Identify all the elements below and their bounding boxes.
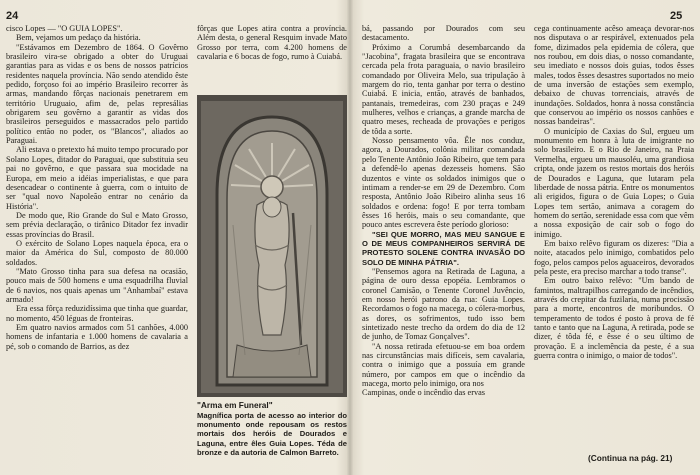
paragraph: O exército de Solano Lopes naquela época, era o maior da América do Sul, composto de 80.000 soldados.	[6, 238, 188, 267]
photo-caption: Magnífica porta de acesso ao interior do monumento onde repousam os restos mortais dos heróis de Dourados e Laguna, entre êles Guia Lopes. Téda de bronze e da autoria de Calmon Barreto.	[197, 411, 347, 457]
paragraph: O município de Caxias do Sul, ergueu um monumento em honra à luta de imigrante no solo brasileiro. E o Rio de Janeiro, na Praia Vermelha, ergueu um mausoléu, uma grandiosa cripta, onde jazem os restos mortais dos heróis de Dourados e Laguna, que lutaram pela liberdade de nossa pátria. Entre os monumentos ali erigidos, figura o de Guia Lopes; o Guia Lopes tem sertão, animava a coragem do homem do sertão, serenidade essa com que vêm a nossa exposição de cair sob o fogo do inimigo.	[534, 126, 694, 239]
monument-door-photo	[197, 95, 347, 397]
continue-note: (Continua na pág. 21)	[588, 453, 673, 463]
left-page-number: 24	[6, 10, 19, 22]
paragraph: cega continuamente acêso ameaça devorar-nos nos disputava o ar respirável, extenuados pela fome, dizimados pela epidemia de cólera, que nos roubou, em dois dias, o nosso comandante, seu imediato e nossos dois guias, todos êsses males, todos êsses desastres suportados no meio de uma inversão de estações sem exemplo, debaixo de chuvas torrenciais, através de inundações. Soldados, honra à nossa constância que conservou ao império os nossos canhões e nossas bandeiras".	[534, 24, 694, 127]
paragraph: De modo que, Rio Grande do Sul e Mato Grosso, sem prévia declaração, o tirânico Ditador fez invadir essas províncias do Brasil.	[6, 210, 188, 239]
paragraph: Ali estava o pretexto há muito tempo procurado por Solano Lopes, ditador do Paraguai, que substituia seu pai no govêrno, e que passara sua mocidade na Europa, em meio a idéias imperialistas, e que para desencadear o continente à guerra, com o intuito de ser "qual novo Napoleão entrar no cenário da História".	[6, 145, 188, 211]
paragraph: Campinas, onde o incêndio das ervas	[362, 388, 486, 398]
left-column-1	[6, 24, 188, 472]
paragraph: Em quatro navios armados com 51 canhões, 4.000 homens de infantaria e 1.000 homens de cavalaria a pé, sob o comando de Barrios, as dez	[6, 323, 188, 351]
paragraph: Em baixo relêvo figuram os dizeres: "Dia a noite, atacados pelo inimigo, combatidos pelo fogo, pelos campos pelos aguaceiros, devorados pela peste, era preciso marchar a todo transe".	[534, 238, 694, 276]
paragraph: bá, passando por Dourados com seu destacamento.	[362, 24, 525, 43]
paragraph: Próximo a Corumbá desembarcando da "Jacobina", fragata brasileira que se encontrava cercada pela frota paraguaia, o navio brasileiro comandado por Oliveira Melo, sua tripulação à margem do rio, tenta ganhar por terra o destino Cuiabá. E inicia, então, através de banhados, pantanais, tremedeiras, com 230 praças e 249 mulheres, velhos e crianças, a grande marcha de quatro meses, recheada de provações e perigos de tôda a sorte.	[362, 42, 525, 136]
paragraph: "Pensemos agora na Retirada de Laguna, a página de ouro dessa epopéia. Lembramos o coronel Camisão, o Tenente Coronel Juvêncio, em nosso herói patrono da rua: Guia Lopes. Recordamos o fogo na macega, o cólera-morbus, as dores, os sofrimentos, tudo isso bem sintetizado neste trecho da ordem do dia de 12 de junho, de Tomaz Gonçalves".	[362, 266, 525, 342]
paragraph: Nosso pensamento vôa. Êle nos conduz, agora, a Dourados, colônia militar comandada pelo Tenente Antônio João Ribeiro, que tem para a defendê-lo apenas dezesseis homens. São duzentos e vinte os soldados inimigos que o intimam a render-se em 29 de Dezembro. Com resposta, Antônio João Ribeiro alinha seus 16 soldados e ordena: fogo! E por terra tombam êsses 16 heróis, mais o seu comandante, que pouco antes escrevera êste período glorioso:	[362, 136, 525, 230]
paragraph: "SEI QUE MORRO, MAS MEU SANGUE E O DE MEUS COMPANHEIROS SERVIRÁ DE PROTESTO SOLENE CONTRA INVASÃO DO SOLO DE MINHA PÁTRIA".	[362, 229, 525, 267]
left-column-2-top	[197, 24, 347, 92]
paragraph: cisco Lopes — "O GUIA LOPES".	[6, 24, 123, 33]
right-page-number: 25	[670, 10, 683, 22]
bronze-door-illustration	[197, 95, 347, 397]
right-column-1	[362, 24, 525, 472]
paragraph: "Mato Grosso tinha para sua defesa na ocasião, pouco mais de 500 homens e uma esquadrilha fluvial de 6 navios, nos quais apenas um "Anhambaí" estava armado!	[6, 266, 188, 304]
paragraph: fôrças que Lopes atira contra a província. Além desta, o general Resquim invade Mato Grosso por terra, com 4.200 homens de cavalaria e 6 bocas de fogo, rumo à Cuiabá.	[197, 24, 347, 62]
paragraph: Em outro baixo relêvo: "Um bando de famintos, maltrapilhos carregando de incêndios, através do crepitar da fuzilaria, numa procissão para a morte, encontros de moribundos. O temperamento de todos é posto à prova de fé tanto e tanto que na Laguna, A retirada, pode se dizer, é tôda fé, e êsse é o seu último de provação. E a inclemência da peste, é a sua guerra contra o inimigo, o maior de todos".	[534, 276, 694, 361]
book-gutter	[347, 0, 353, 475]
paragraph: "A nossa retirada efetuou-se em boa ordem nas circunstâncias mais difíceis, sem cavalaria, contra o inimigo que a possuía em grande número, por campos em que o incêndio da macega, morto pelo inimigo, ora nos	[362, 341, 525, 389]
paragraph: Era essa fôrça reduzidíssima que tinha que guardar, no momento, 450 léguas de fronteiras.	[6, 304, 188, 323]
paragraph: Bem, vejamos um pedaço da história.	[16, 33, 141, 43]
right-column-2	[534, 24, 694, 450]
paragraph: "Estávamos em Dezembro de 1864. O Govêrno brasileiro vira-se obrigado a obter do Uruguai garantias para as vidas e os bens de nossos patrícios residentes naquela província. Não sendo atendido êste pedido, forçoso foi ao império Brasileiro recorrer às armas, mandando fôrças nacionais penetrarem em território Uruguaio, afim de, pelas represálias obrigarem seu govêrno a garantir as vidas dos brasileiros perseguidos e massacrados pelo partido político então no poder, os "Blancos", aliados ao Paraguai.	[6, 42, 188, 146]
photo-title: "Arma em Funeral"	[197, 400, 273, 410]
